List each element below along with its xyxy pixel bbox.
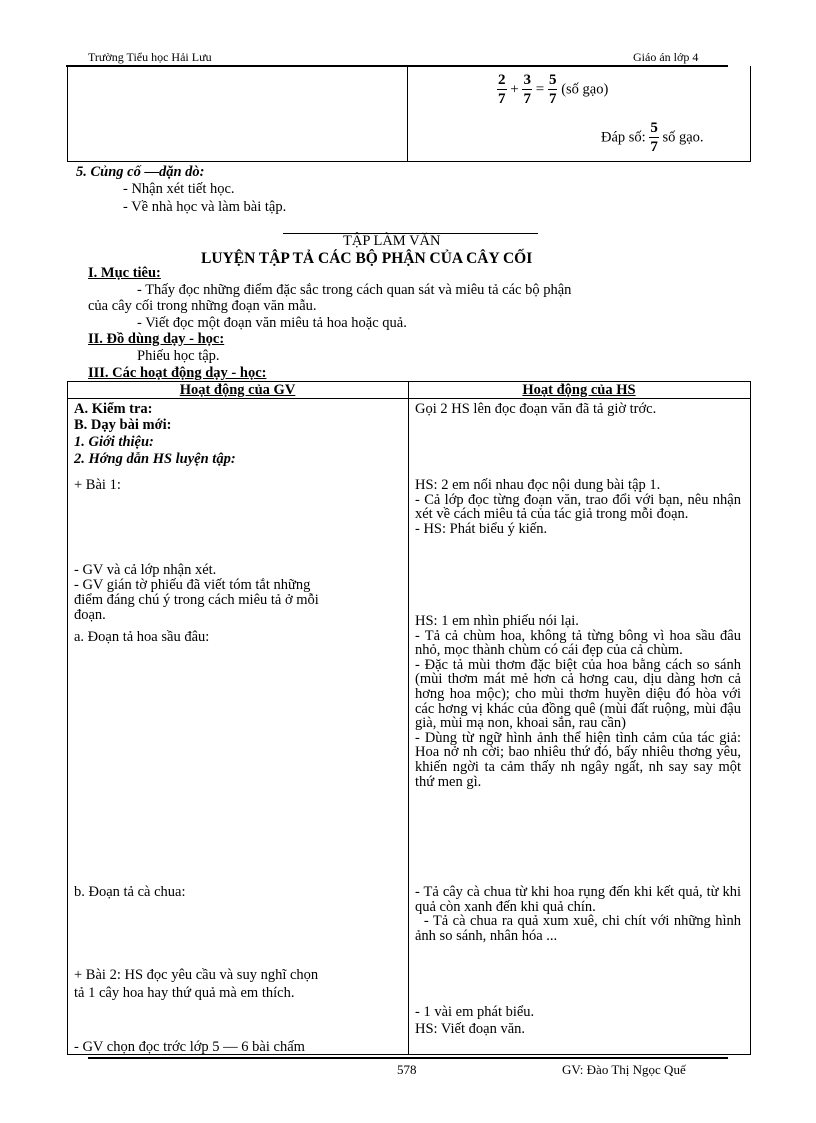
- gv-comment: - GV và cả lớp nhận xét.: [74, 562, 217, 578]
- teacher-name: GV: Đào Thị Ngọc Quế: [562, 1062, 686, 1077]
- hs-ex1-line-2: - Cả lớp đọc từng đoạn văn, trao đổi với bạn, nêu nhận xét về cách miêu tả của tác giả trong mỗi đoạn.: [415, 491, 741, 523]
- fraction-c: $\frac{5}{7}$: [548, 72, 557, 107]
- hs-ex1-line-3: - HS: Phát biểu ý kiến.: [415, 520, 548, 537]
- hs-section-a-block: [415, 614, 741, 789]
- answer-label: Đáp số:: [601, 129, 646, 146]
- gv-post-line-3: đoạn.: [74, 607, 106, 623]
- top-box-bottom-border: [67, 161, 751, 162]
- page-number: 578: [397, 1062, 417, 1077]
- table-top-border: [67, 381, 751, 382]
- fraction-a: $\frac{2}{7}$: [498, 72, 506, 107]
- objective-1b: của cây cối trong những đoạn văn mẫu.: [88, 298, 317, 314]
- table-right-border: [750, 381, 751, 1055]
- header-school: Trường Tiểu học Hải Lưu: [88, 50, 212, 64]
- hs-ex2-line-2: HS: Viết đoạn văn.: [415, 1021, 526, 1037]
- materials-heading: II. Đồ dùng dạy - học:: [88, 331, 225, 347]
- table-header-bottom-border: [67, 398, 751, 399]
- gv-guide: 2. Hớng dẫn HS luyện tập:: [74, 451, 236, 467]
- gv-ex1: + Bài 1:: [74, 477, 121, 493]
- hs-ex1-line-1: HS: 2 em nối nhau đọc nội dung bài tập 1.: [415, 477, 661, 493]
- objective-2: - Viết đọc một đoạn văn miêu tả hoa hoặc quả.: [137, 315, 407, 331]
- subject-title: TẬP LÀM VĂN: [343, 233, 441, 249]
- top-box-left-border: [67, 66, 68, 162]
- answer-unit: số gạo.: [662, 129, 704, 146]
- unit-text: (số gạo): [561, 81, 609, 98]
- hs-b1: - Tả cây cà chua từ khi hoa rụng đến khi kết quả, từ khi quả còn xanh đến khi quả chín.: [415, 884, 741, 915]
- gv-ex2-line-2: tả 1 cây hoa hay thứ quả mà em thích.: [74, 985, 295, 1001]
- gv-new-lesson: B. Dạy bài mới:: [74, 417, 172, 433]
- hs-a1: - Tả cả chùm hoa, không tả từng bông vì hoa sầu đâu nhỏ, mọc thành chùm có cái đẹp của cả chùm.: [415, 627, 741, 659]
- gv-last-line: - GV chọn đọc trớc lớp 5 — 6 bài chấm: [74, 1039, 305, 1055]
- gv-section-b: b. Đoạn tả cà chua:: [74, 884, 186, 900]
- gv-post-line-1: - GV gián tờ phiếu đã viết tóm tắt những: [74, 577, 311, 593]
- top-box-right-border: [750, 66, 751, 162]
- table-left-border: [67, 381, 68, 1055]
- hs-check: Gọi 2 HS lên đọc đoạn văn đã tả giờ trớc.: [415, 401, 657, 417]
- gv-post-line-2: điểm đáng chú ý trong cách miêu tả ở mỗi: [74, 592, 319, 608]
- hs-ex2-line-1: - 1 vài em phát biểu.: [415, 1004, 535, 1020]
- consolidation-item-2: - Về nhà học và làm bài tập.: [123, 199, 287, 215]
- gv-intro: 1. Giới thiệu:: [74, 434, 154, 450]
- objectives-heading: I. Mục tiêu:: [88, 265, 161, 281]
- footer-rule: [88, 1057, 728, 1059]
- answer-fraction: $\frac{5}{7}$: [650, 120, 658, 155]
- hs-read: HS: 1 em nhìn phiếu nói lại.: [415, 613, 579, 629]
- objective-1a: - Thấy đọc những điểm đặc sắc trong cách quan sát và miêu tả các bộ phận: [137, 282, 572, 298]
- gv-column-header: Hoạt động của GV: [179, 382, 296, 398]
- consolidation-item-1: - Nhận xét tiết học.: [123, 181, 235, 197]
- header-rule: [66, 65, 728, 67]
- fraction-b: $\frac{3}{7}$: [523, 72, 531, 107]
- fraction-sum: [497, 73, 608, 107]
- hs-b2: - Tả cà chua ra quả xum xuê, chi chít với những hình ảnh so sánh, nhân hóa ...: [415, 913, 745, 944]
- gv-check: A. Kiểm tra:: [74, 401, 153, 417]
- plus-sign: +: [510, 81, 519, 98]
- materials-text: Phiếu học tập.: [137, 348, 220, 364]
- header-grade: Giáo án lớp 4: [633, 50, 699, 64]
- hs-ex1-block: [415, 478, 741, 536]
- hs-a3: - Dùng từ ngữ hình ảnh thể hiện tình cảm của tác giả: Hoa nở nh cời; bao nhiêu thứ đó, bấy nhiêu thơng yêu, khiến ngời ta cảm thấy nh ngây ngất, nh say say một thứ men gì.: [415, 729, 741, 790]
- activities-heading: III. Các hoạt động dạy - học:: [88, 365, 267, 381]
- answer-line: [601, 121, 704, 155]
- equals-sign: =: [535, 81, 545, 98]
- hs-column-header: Hoạt động của HS: [522, 382, 636, 398]
- consolidation-title: 5. Củng cố —dặn dò:: [76, 164, 205, 180]
- table-middle-border: [408, 381, 409, 1055]
- hs-section-b-block: [415, 884, 745, 944]
- hs-a2: - Đặc tả mùi thơm đặc biệt của hoa bằng cách so sánh (mùi thơm mát mẻ hơn cả hơng cau, dịu dàng hơn cả hơng hoa mộc); cho mùi thơm huyền diệu đó hòa với các hơng vị khác của đồng quê (mùi đất ruộng, mùi đậu già, mùi mạ non, khoai sắn, rau cần): [415, 656, 741, 732]
- top-box-middle-border: [407, 66, 408, 162]
- lesson-title: LUYỆN TẬP TẢ CÁC BỘ PHẬN CỦA CÂY CỐI: [201, 250, 533, 267]
- gv-section-a: a. Đoạn tả hoa sầu đâu:: [74, 629, 210, 645]
- gv-ex2-line-1: + Bài 2: HS đọc yêu cầu và suy nghĩ chọn: [74, 967, 319, 983]
